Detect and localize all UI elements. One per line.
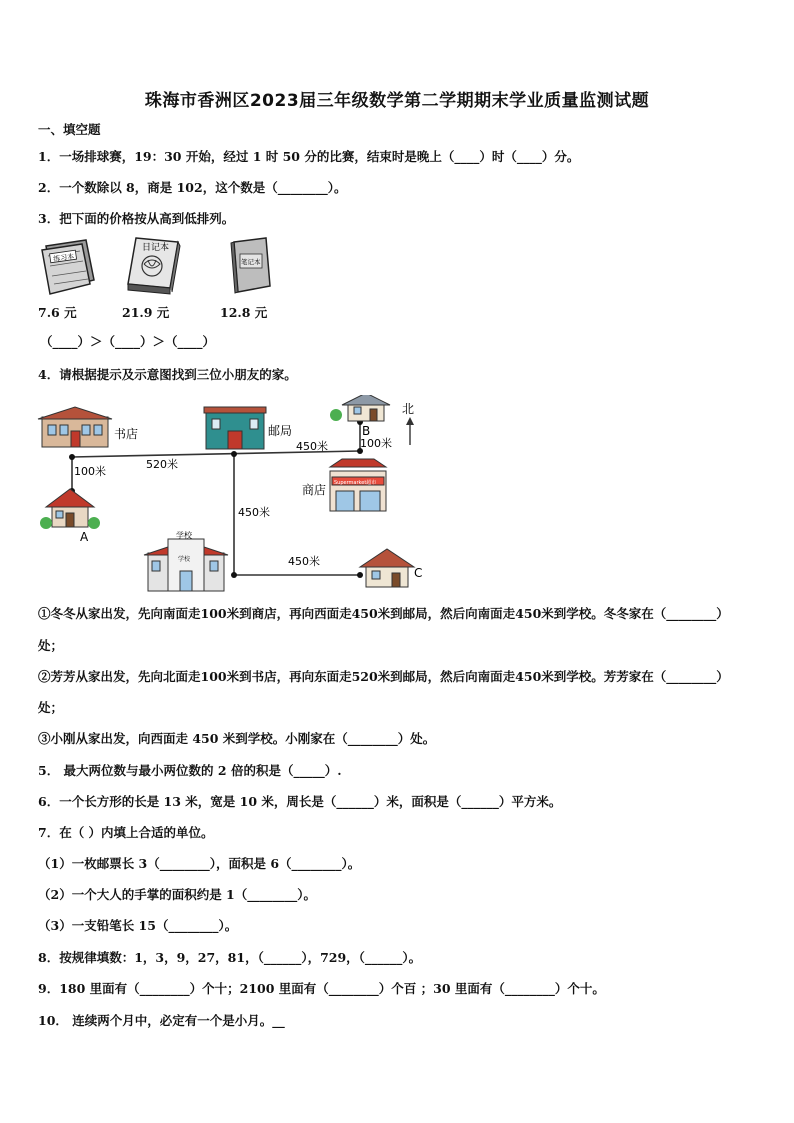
question-4-2: ②芳芳从家出发，先向北面走100米到书店，再向东面走520米到邮局，然后向南面走450米到学校。芳芳家在（________） [38,669,729,684]
school-sign: 学校 [178,556,191,563]
shop-sign: Supermarket超市 [334,480,377,486]
diary-icon [122,234,184,296]
shop-label: 商店 [302,483,327,497]
school-building-icon [144,539,228,591]
notebook-icon [226,236,276,294]
junction-dot [357,572,363,578]
question-6: 6．一个长方形的长是 13 米，宽是 10 米，周长是（______）米，面积是（______）平方米。 [38,794,562,809]
question-4-1: ①冬冬从家出发，先向南面走100米到商店，再向西面走450米到邮局，然后向南面走450米到学校。冬冬家在（________） [38,606,729,621]
junction-dot [231,572,237,578]
junction-dot [231,451,237,457]
post-office-label: 邮局 [268,424,293,438]
notebook-label: 笔记本 [241,258,261,266]
distance-label: 520米 [146,458,178,471]
post-office-icon [204,407,266,449]
school-label: 学校 [176,531,192,540]
page-title: 珠海市香洲区2023届三年级数学第二学期期末学业质量监测试题 [144,91,650,111]
question-2: 2．一个数除以 8，商是 102，这个数是（________）。 [38,180,347,195]
bookstore-building-icon [38,407,112,447]
section-heading: 一、填空题 [38,122,101,137]
question-1: 1．一场排球赛，19：30 开始，经过 1 时 50 分的比赛，结束时是晚上（____）时（____）分。 [38,149,580,164]
question-10: 10． 连续两个月中，必定有一个是小月。__ [38,1013,285,1028]
distance-label: 450米 [288,555,320,568]
north-arrow-head-icon [406,417,414,425]
north-label: 北 [402,402,415,416]
house-c-label: C [414,566,423,580]
distance-label: 100米 [74,465,106,478]
price-diary: 21.9 元 [122,305,170,320]
question-5: 5． 最大两位数与最小两位数的 2 倍的积是（_____）. [38,763,342,778]
route-map [30,395,450,595]
question-7-2: （2）一个大人的手掌的面积约是 1（________）。 [38,887,316,902]
question-3: 3．把下面的价格按从高到低排列。 [38,211,235,226]
house-b-label: B [362,424,371,438]
bookstore-label: 书店 [114,427,139,441]
exercise-book-icon [36,236,98,296]
question-4-2-end: 处； [38,700,64,715]
house-a-label: A [80,530,89,544]
question-7-1: （1）一枚邮票长 3（________），面积是 6（________）。 [38,856,361,871]
price-order-blanks: （____）＞（____）＞（____） [40,334,216,349]
distance-label: 100米 [360,437,392,450]
question-7: 7．在（ ）内填上合适的单位。 [38,825,214,840]
distance-label: 450米 [296,440,328,453]
shop-building-icon [330,459,386,511]
price-notebook: 12.8 元 [220,305,268,320]
house-c-icon [360,549,414,587]
question-8: 8．按规律填数：1，3，9，27，81，（______），729，（______）。 [38,950,422,965]
house-b-icon [330,395,390,421]
question-4-3: ③小刚从家出发，向西面走 450 米到学校。小刚家在（________）处。 [38,731,436,746]
question-9: 9．180 里面有（________）个十；2100 里面有（________）个百 ；30 里面有（________）个十。 [38,981,605,996]
junction-dot [69,454,75,460]
house-a-icon [40,489,100,529]
price-exercise-book: 7.6 元 [38,305,77,320]
question-4-1-end: 处； [38,638,64,653]
question-7-3: （3）一支铅笔长 15（________）。 [38,918,238,933]
question-4: 4．请根据提示及示意图找到三位小朋友的家。 [38,367,297,382]
diary-label: 日记本 [142,243,170,253]
distance-label: 450米 [238,506,270,519]
exercise-book-label: 练习本 [52,252,75,264]
